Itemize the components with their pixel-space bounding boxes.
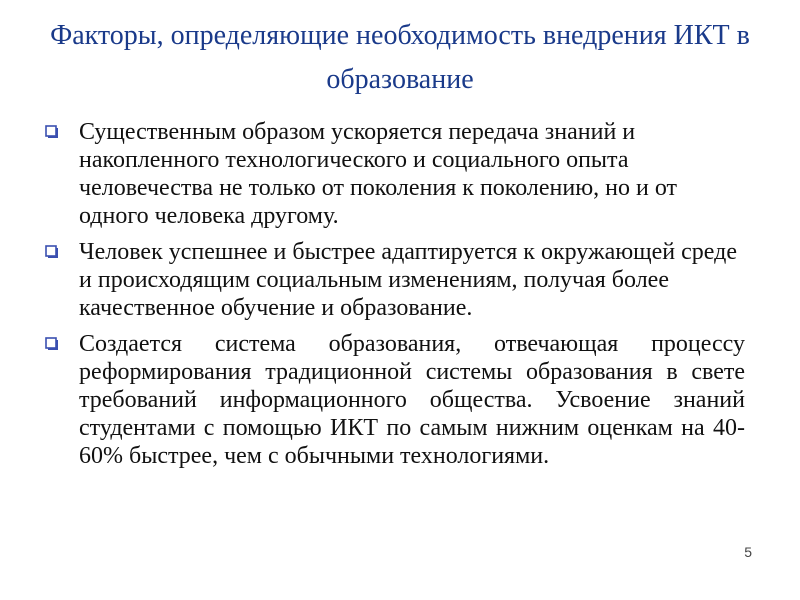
hollow-square-bullet-icon — [45, 245, 59, 259]
hollow-square-bullet-icon — [45, 337, 59, 351]
page-number: 5 — [744, 544, 752, 560]
bullet-item — [45, 238, 745, 322]
bullet-item — [45, 118, 745, 230]
slide-title: Факторы, определяющие необходимость внедрения ИКТ в образование — [50, 20, 750, 95]
hollow-square-bullet-icon — [45, 125, 59, 139]
bullet-list — [45, 118, 745, 478]
bullet-text: Создается система образования, отвечающая процессу реформирования традиционной системы образования в свете требований информационного общества. Усвоение знаний студентами с помощью ИКТ по самым нижним оценкам на 40-60% быстрее, чем с обычными технологиями. — [79, 331, 745, 469]
bullet-text: Человек успешнее и быстрее адаптируется к окружающей среде и происходящим социальным изменениям, получая более качественное обучение и образование. — [79, 239, 737, 321]
bullet-item — [45, 330, 745, 470]
bullet-text: Существенным образом ускоряется передача знаний и накопленного технологического и социального опыта человечества не только от поколения к поколению, но и от одного человека другому. — [79, 119, 678, 229]
